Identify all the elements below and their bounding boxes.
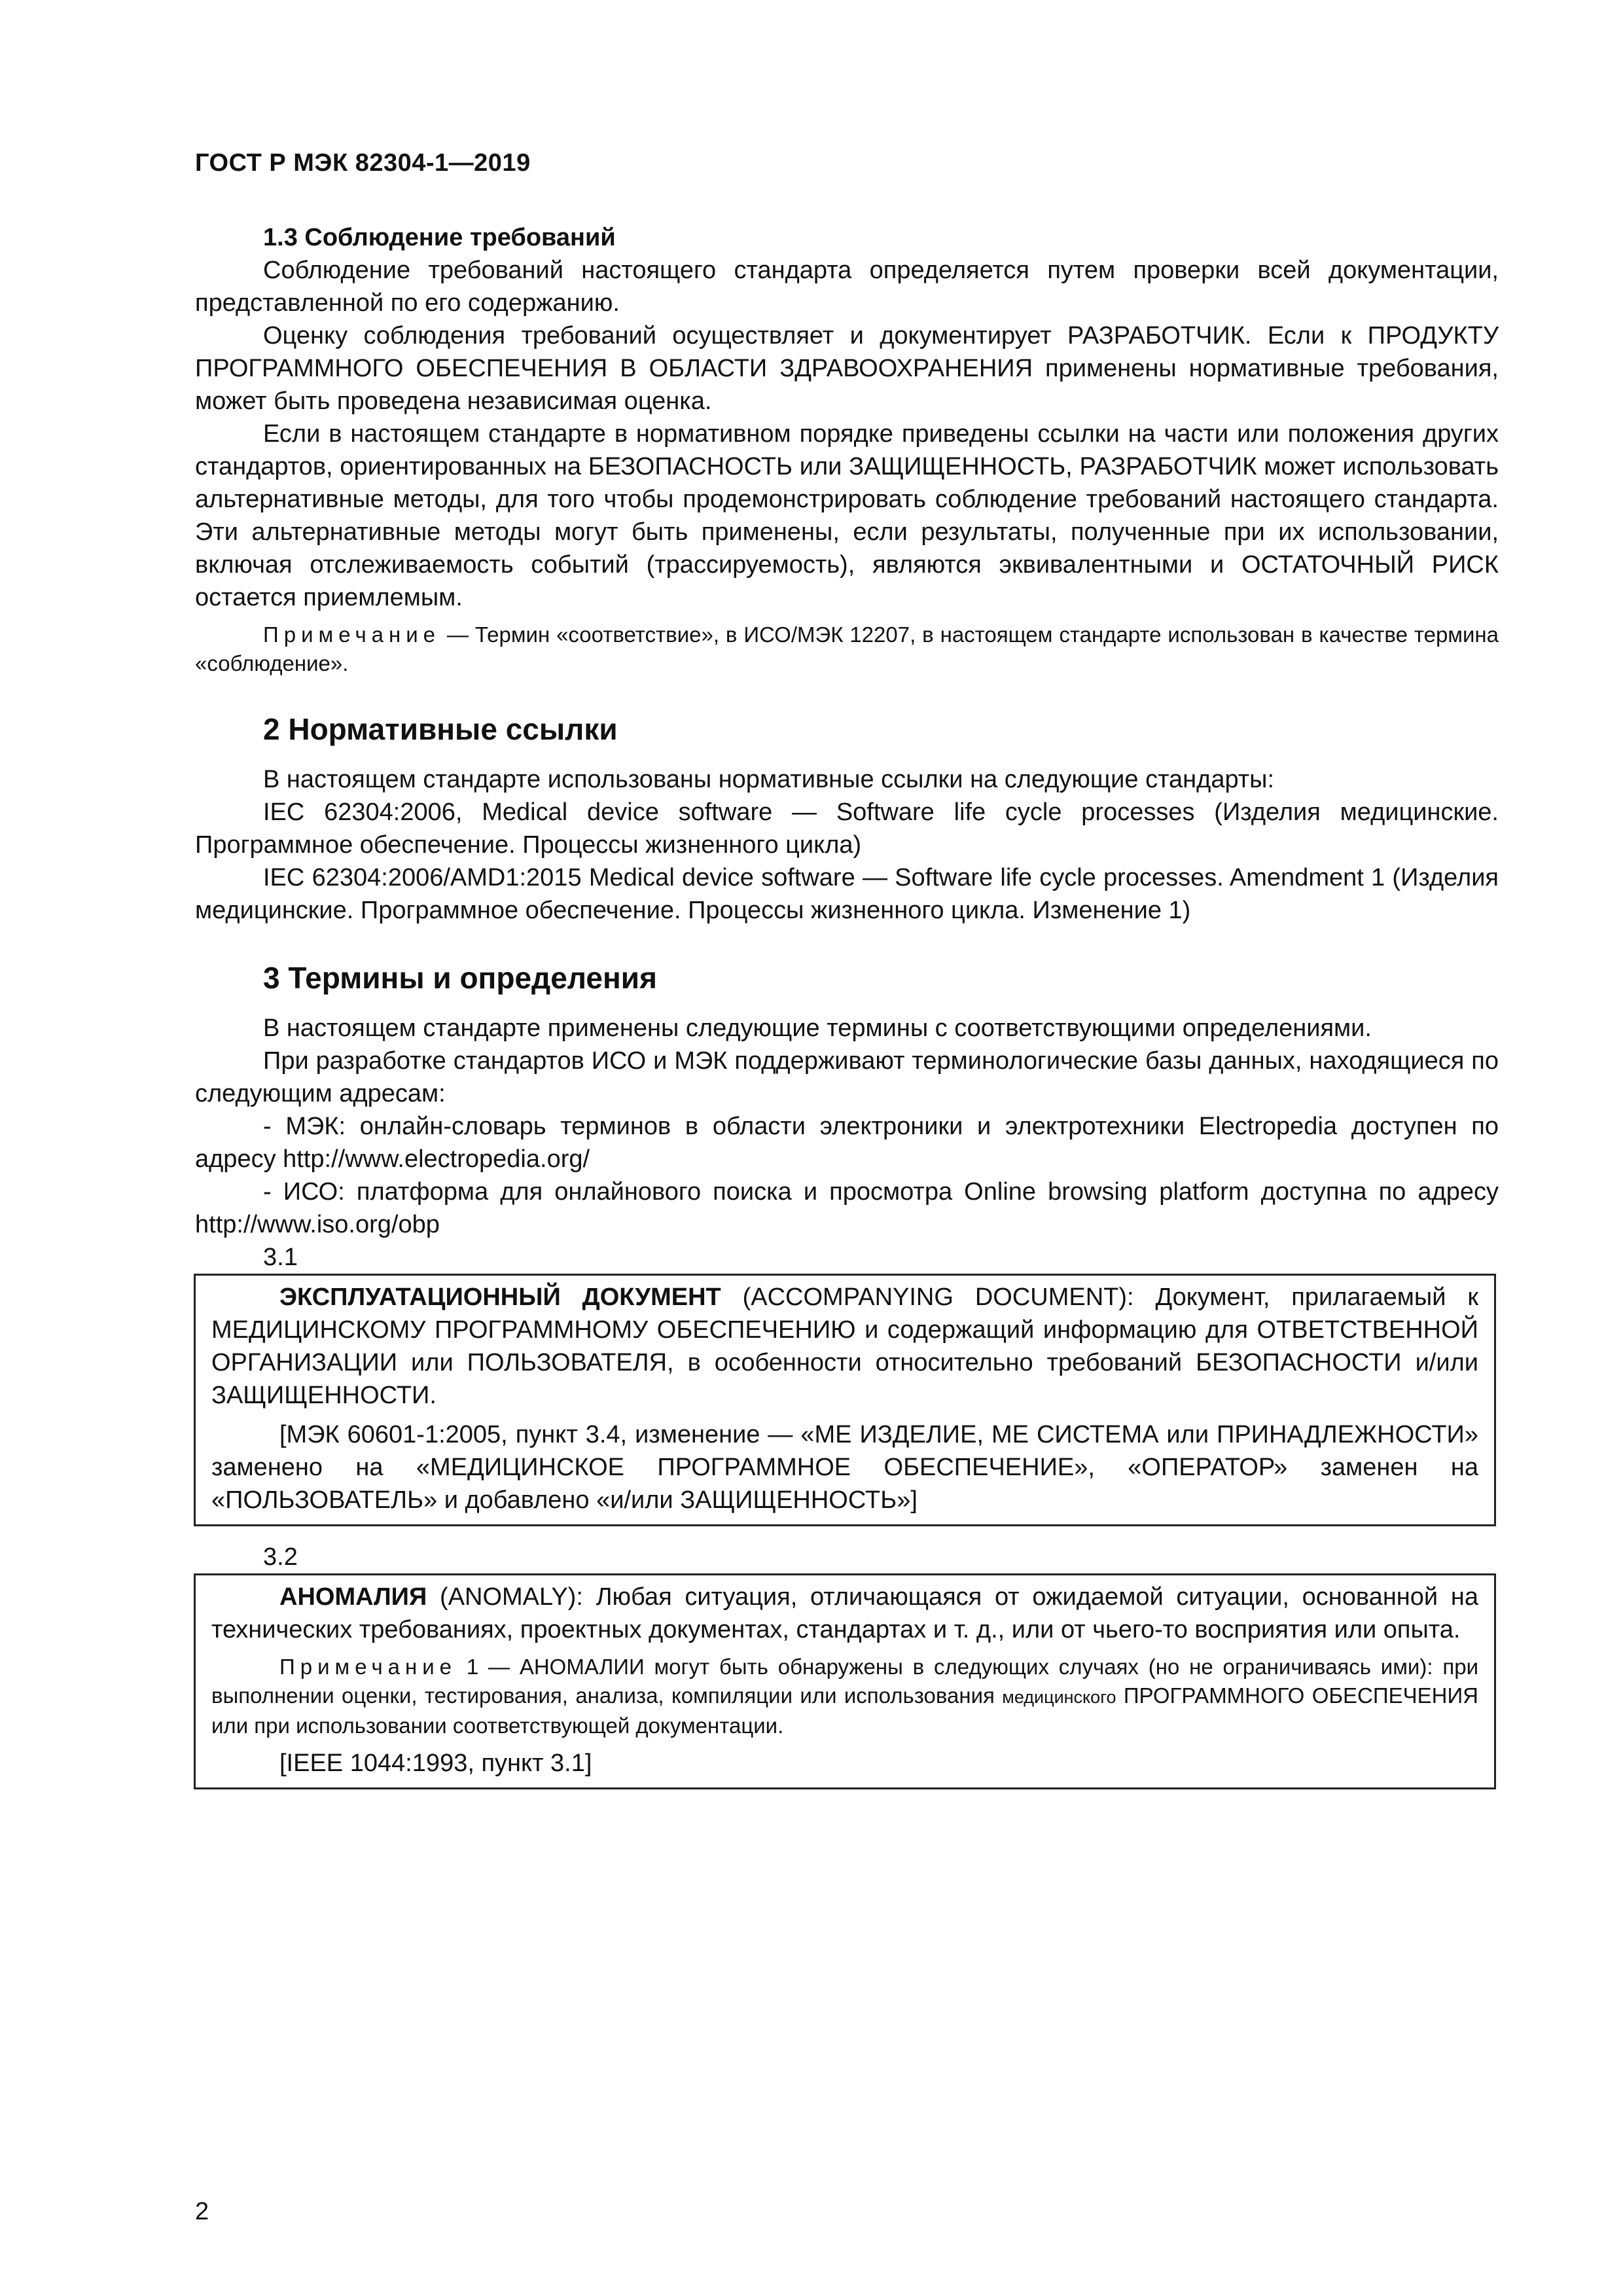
note-text-small: медицинского [1002,1687,1116,1707]
note-text: — Термин «соответствие», в ИСО/МЭК 12207, в настоящем стандарте использован в качестве термина «соблюдение». [195,622,1499,675]
section-3-paragraph: При разработке стандартов ИСО и МЭК поддерживают терминологические базы данных, находящиеся по следующим адресам: [195,1047,1499,1107]
note-text: 1 — АНОМАЛИИ могут быть обнаружены в следующих случаях (но не ограничиваясь ими): при выполнении оценки, тестирования, анализа, компиляции или использования [211,1655,1478,1708]
section-2-intro: В настоящем стандарте использованы нормативные ссылки на следующие стандарты: [263,766,1275,793]
term-definition-text: (ACCOMPANYING DOCUMENT): Документ, прилагаемый к МЕДИЦИНСКОМУ ПРОГРАММНОМУ ОБЕСПЕЧЕНИЮ и содержащий информацию для ОТВЕТСТВЕННОЙ ОРГАНИЗАЦИИ или ПОЛЬЗОВАТЕЛЯ, в особенности относительно требований БЕЗОПАСНОСТИ и/или ЗАЩИЩЕННОСТИ. [211,1283,1478,1409]
term-definition-text: (ANOMALY): Любая ситуация, отличающаяся от ожидаемой ситуации, основанной на технических требованиях, проектных документах, стандартах и т. д., или от чьего-то восприятия или опыта. [211,1583,1478,1643]
term-number-3-2: 3.2 [263,1543,298,1571]
term-number-3-1: 3.1 [263,1244,298,1271]
note-label: Примечание [279,1655,457,1679]
normative-reference: IEC 62304:2006/AMD1:2015 Medical device software — Software life cycle processes. Amendment 1 (Изделия медицинские. Программное обеспечение. Процессы жизненного цикла. Изменение 1) [195,864,1499,924]
term-title: ЭКСПЛУАТАЦИОННЫЙ ДОКУМЕНТ [279,1283,721,1311]
page-number: 2 [195,2198,209,2225]
section-2-heading: 2 Нормативные ссылки [263,712,618,746]
section-3-heading: 3 Термины и определения [263,961,657,995]
term-definition [211,1281,1478,1412]
term-title: АНОМАЛИЯ [279,1583,427,1611]
normative-reference: IEC 62304:2006, Medical device software — Software life cycle processes (Изделия медицинские. Программное обеспечение. Процессы жизненного цикла) [195,798,1499,859]
section-3-list-item: - МЭК: онлайн-словарь терминов в области электроники и электротехники Electropedia доступен по адресу http://www.electropedia.org/ [195,1113,1499,1173]
section-1-3-heading: 1.3 Соблюдение требований [263,224,616,251]
note-text: ПРОГРАММНОГО ОБЕСПЕЧЕНИЯ или при использовании соответствующей документации. [211,1683,1479,1738]
term-box-3-1 [194,1274,1496,1526]
section-3-paragraph: В настоящем стандарте применены следующие термины с соответствующими определениями. [263,1014,1372,1042]
section-1-3-paragraph: Оценку соблюдения требований осуществляет и документирует РАЗРАБОТЧИК. Если к ПРОДУКТУ ПРОГРАММНОГО ОБЕСПЕЧЕНИЯ В ОБЛАСТИ ЗДРАВООХРАНЕНИЯ применены нормативные требования, может быть проведена независимая оценка. [195,322,1499,415]
page-content [195,221,1499,1789]
document-header: ГОСТ Р МЭК 82304-1—2019 [195,149,531,177]
term-source: [МЭК 60601-1:2005, пункт 3.4, изменение — «МЕ ИЗДЕЛИЕ, МЕ СИСТЕМА или ПРИНАДЛЕЖНОСТИ» заменено на «МЕДИЦИНСКОЕ ПРОГРАММНОЕ ОБЕСПЕЧЕНИЕ», «ОПЕРАТОР» заменен на «ПОЛЬЗОВАТЕЛЬ» и добавлено «и/или ЗАЩИЩЕННОСТЬ»] [211,1421,1478,1514]
term-note [211,1653,1478,1740]
section-1-3-paragraph: Если в настоящем стандарте в нормативном порядке приведены ссылки на части или положения других стандартов, ориентированных на БЕЗОПАСНОСТЬ или ЗАЩИЩЕННОСТЬ, РАЗРАБОТЧИК может использовать альтернативные методы, для того чтобы продемонстрировать соблюдение требований настоящего стандарта. Эти альтернативные методы могут быть применены, если результаты, полученные при их использовании, включая отслеживаемость событий (трассируемость), являются эквивалентными и ОСТАТОЧНЫЙ РИСК остается приемлемым. [195,420,1499,611]
section-1-3-paragraph: Соблюдение требований настоящего стандарта определяется путем проверки всей документации, представленной по его содержанию. [195,257,1499,317]
term-source: [IEEE 1044:1993, пункт 3.1] [279,1749,592,1777]
term-definition [211,1581,1478,1646]
term-box-3-2 [194,1573,1496,1789]
note-label: Примечание [263,622,441,647]
section-1-3-note [195,620,1499,678]
section-3-list-item: - ИСО: платформа для онлайнового поиска и просмотра Online browsing platform доступна по адресу http://www.iso.org/obp [195,1178,1499,1238]
